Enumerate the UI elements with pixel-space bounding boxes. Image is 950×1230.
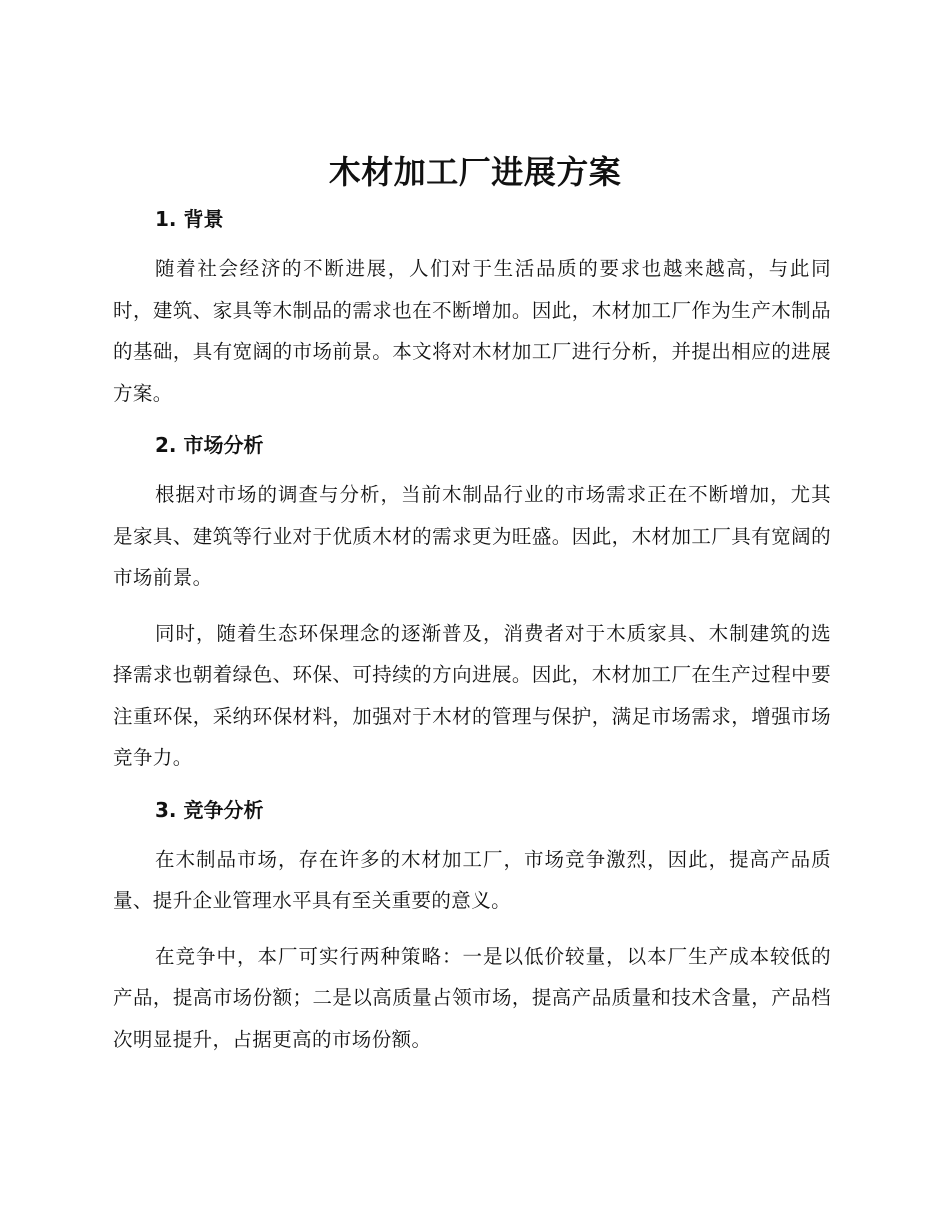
paragraph: 在竞争中，本厂可实行两种策略：一是以低价较量，以本厂生产成本较低的产品，提高市场份额；二是以高质量占领市场，提高产品质量和技术含量，产品档次明显提升，占据更高的市场份额。 [113,944,831,1051]
paragraph: 在木制品市场，存在许多的木材加工厂，市场竞争激烈，因此，提高产品质量、提升企业管理水平具有至关重要的意义。 [113,847,831,912]
section-heading: 2. 市场分析 [155,433,264,457]
section-background [113,202,831,414]
section-competition-analysis [113,793,831,1061]
document-body [113,202,831,1074]
document-title: 木材加工厂进展方案 [328,153,622,191]
section-heading: 3. 竞争分析 [155,797,264,822]
paragraph: 随着社会经济的不断进展，人们对于生活品质的要求也越来越高，与此同时，建筑、家具等木制品的需求也在不断增加。因此，木材加工厂作为生产木制品的基础，具有宽阔的市场前景。本文将对木材加工厂进行分析，并提出相应的进展方案。 [113,257,831,405]
paragraph: 同时，随着生态环保理念的逐渐普及，消费者对于木质家具、木制建筑的选择需求也朝着绿色、环保、可持续的方向进展。因此，木材加工厂在生产过程中要注重环保，采纳环保材料，加强对于木材的管理与保护，满足市场需求，增强市场竞争力。 [113,621,831,769]
section-market-analysis [113,428,831,779]
section-heading: 1. 背景 [155,207,224,231]
paragraph: 根据对市场的调查与分析，当前木制品行业的市场需求正在不断增加，尤其是家具、建筑等行业对于优质木材的需求更为旺盛。因此，木材加工厂具有宽阔的市场前景。 [113,483,831,589]
